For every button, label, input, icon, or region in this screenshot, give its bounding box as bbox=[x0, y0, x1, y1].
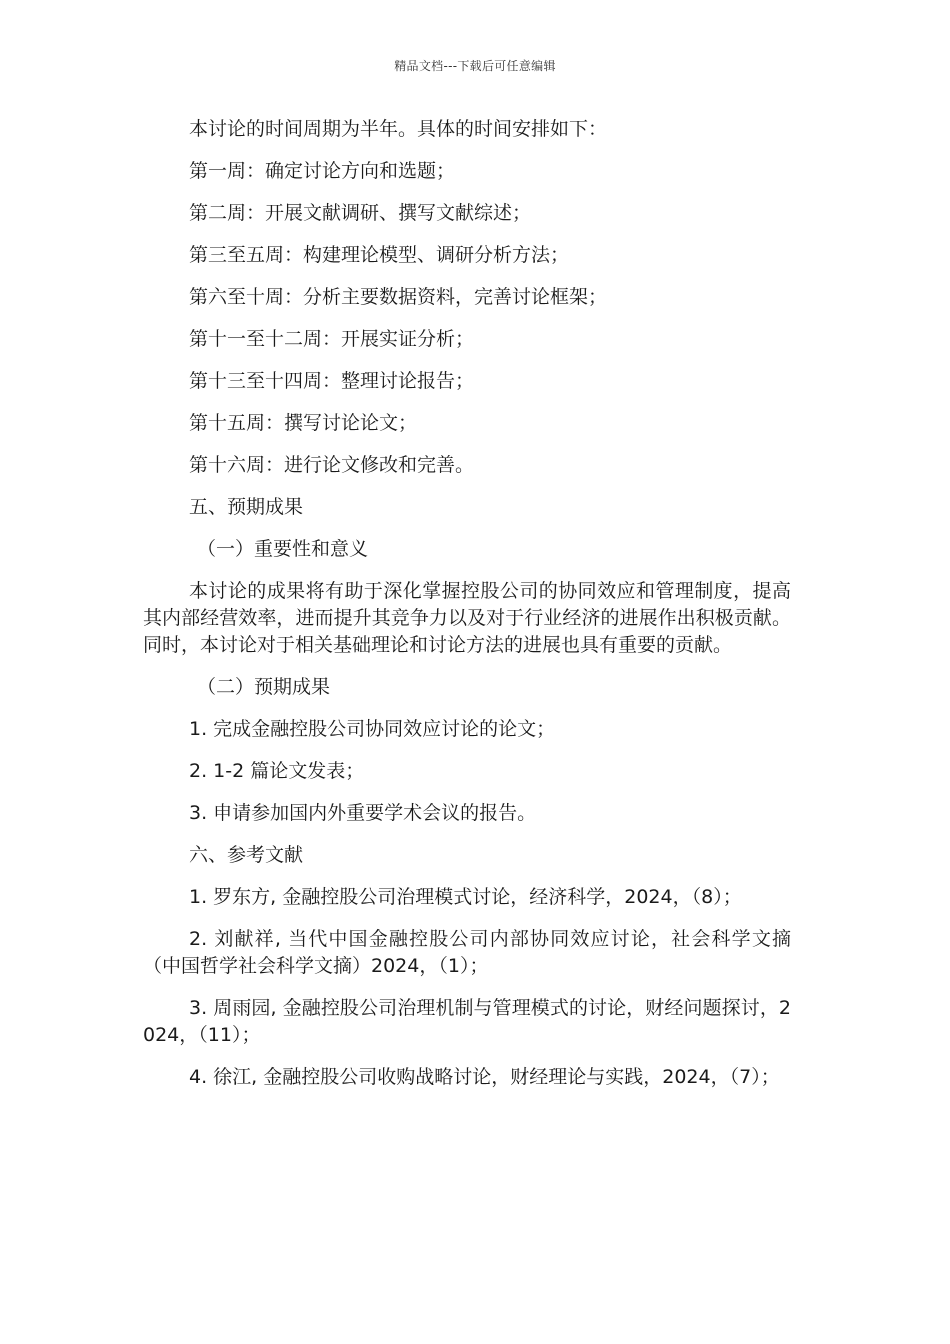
schedule-item: 第一周：确定讨论方向和选题； bbox=[189, 160, 456, 182]
outcome-item: 1. 完成金融控股公司协同效应讨论的论文； bbox=[189, 718, 556, 740]
section-heading-expected-results: 五、预期成果 bbox=[189, 496, 304, 518]
subsection-heading-significance: （一）重要性和意义 bbox=[197, 538, 369, 560]
subsection-heading-outcomes: （二）预期成果 bbox=[197, 676, 331, 698]
outcome-item: 2. 1-2 篇论文发表； bbox=[189, 760, 365, 782]
schedule-item: 第十三至十四周：整理讨论报告； bbox=[189, 370, 475, 392]
schedule-item: 第二周：开展文献调研、撰写文献综述； bbox=[189, 202, 532, 224]
page-header: 精品文档---下载后可任意编辑 bbox=[394, 59, 556, 73]
schedule-item: 第十一至十二周：开展实证分析； bbox=[189, 328, 475, 350]
outcome-item: 3. 申请参加国内外重要学术会议的报告。 bbox=[189, 802, 537, 824]
significance-paragraph: 本讨论的成果将有助于深化掌握控股公司的协同效应和管理制度，提高其内部经营效率，进而提升其竞争力以及对于行业经济的进展作出积极贡献。同时，本讨论对于相关基础理论和讨论方法的进展也具有重要的贡献。 bbox=[143, 580, 791, 656]
schedule-item: 第六至十周：分析主要数据资料，完善讨论框架； bbox=[189, 286, 608, 308]
schedule-item: 第三至五周：构建理论模型、调研分析方法； bbox=[189, 244, 570, 266]
document-body bbox=[143, 116, 791, 1106]
reference-item: 1. 罗东方, 金融控股公司治理模式讨论，经济科学，2024，（8）； bbox=[189, 886, 742, 908]
schedule-item: 第十六周：进行论文修改和完善。 bbox=[189, 454, 475, 476]
schedule-item: 第十五周：撰写讨论论文； bbox=[189, 412, 418, 434]
section-heading-references: 六、参考文献 bbox=[189, 844, 304, 866]
schedule-intro: 本讨论的时间周期为半年。具体的时间安排如下： bbox=[189, 118, 608, 140]
reference-item: 2. 刘献祥, 当代中国金融控股公司内部协同效应讨论，社会科学文摘（中国哲学社会科学文摘）2024，（1）； bbox=[143, 928, 791, 977]
reference-item: 4. 徐江, 金融控股公司收购战略讨论，财经理论与实践，2024，（7）； bbox=[189, 1066, 780, 1088]
reference-item: 3. 周雨园, 金融控股公司治理机制与管理模式的讨论，财经问题探讨，2024，（11）； bbox=[143, 997, 791, 1046]
